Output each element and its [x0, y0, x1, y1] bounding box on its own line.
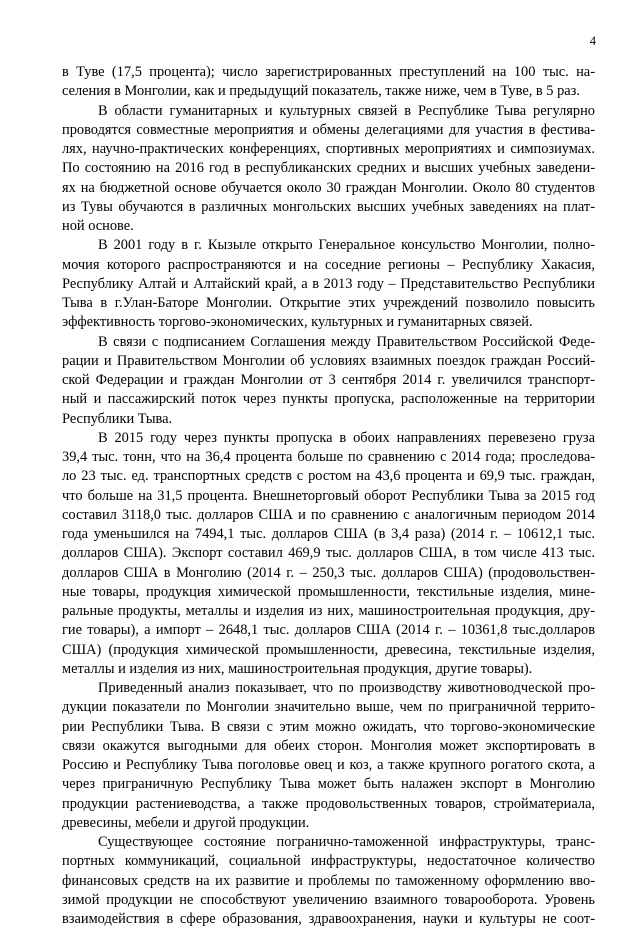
text-line: что больше на 31,5 процента. Внешнеторговый оборот Республики Тыва за 2015 год	[62, 487, 595, 504]
text-line: года уменьшился на 7494,1 тыс. долларов США (в 3,4 раза) (2014 г. – 10612,1 тыс.	[62, 526, 595, 542]
text-line: Приведенный анализ показывает, что по производству животноводческой про-	[98, 680, 595, 696]
text-line: из Тувы обучаются в различных монгольских высших учебных заведениях на плат-	[62, 198, 595, 215]
text-line: 39,4 тыс. тонн, что на 36,4 процента больше по сравнению с 2014 года; проследова-	[62, 449, 595, 465]
text-line: лях, научно-практических конференциях, спортивных мероприятиях и симпозиумах.	[62, 141, 595, 157]
text-line: через приграничную Республику Тыва может быть налажен экспорт в Монголию	[62, 776, 595, 793]
paragraph	[62, 679, 595, 833]
paragraph	[62, 102, 595, 237]
text-line: В 2001 году в г. Кызыле открыто Генеральное консульство Монголии, полно-	[98, 237, 595, 254]
text-line: рации и Правительством Монголии об условиях взаимных поездок граждан Россий-	[62, 352, 595, 369]
text-line: мочия которого распространяются и на соседние регионы – Республику Хакасия,	[62, 256, 595, 273]
text-line: ях на бюджетной основе обучается около 30 граждан Монголии. Около 80 студентов	[62, 179, 595, 196]
text-line: ной основе.	[62, 218, 134, 234]
paragraph	[62, 429, 595, 679]
text-line: связи окажутся выгодными для обеих сторон. Монголия может экспортировать в	[62, 737, 595, 754]
text-line: В области гуманитарных и культурных связей в Республике Тыва регулярно	[98, 102, 595, 119]
text-line: металлы и изделия из них, машиностроительная продукция, другие товары).	[62, 660, 533, 677]
text-line: Существующее состояние погранично-таможенной инфраструктуры, транс-	[98, 834, 595, 850]
text-line: долларов США в Монголию (2014 г. – 250,3 тыс. долларов США) (продовольствен-	[62, 564, 595, 581]
text-line: По состоянию на 2016 год в республиканских средних и высших учебных заведени-	[62, 160, 595, 177]
page-number: 4	[589, 34, 596, 48]
text-line: Россию и Республику Тыва поголовье овец и коз, а также крупного рогатого скота, а	[62, 757, 595, 773]
text-line: США) (продукция химической промышленности, древесина, текстильные изделия,	[62, 641, 595, 658]
text-line: долларов США). Экспорт составил 469,9 тыс. долларов США, в том числе 413 тыс.	[62, 545, 595, 562]
paragraph	[62, 236, 595, 332]
text-line: ный и пассажирский поток через пункты пропуска, расположенные на территории	[62, 391, 595, 408]
document-body	[62, 63, 595, 929]
text-line: проводятся совместные мероприятия и обмены делегациями для участия в фестива-	[62, 121, 595, 138]
text-line: дукции показатели по Монголии значительно выше, чем по приграничной террито-	[62, 699, 595, 716]
text-line: ные товары, продукция химической промышленности, текстильные изделия, мине-	[62, 583, 595, 600]
text-line: древесины, мебели и другой продукции.	[62, 814, 310, 831]
text-line: зимой продукции не способствуют увеличению взаимного товарооборота. Уровень	[62, 891, 595, 908]
text-line: рии Республики Тыва. В связи с этим можно ожидать, что торгово-экономические	[62, 718, 595, 735]
text-line: гие товары), а импорт – 2648,1 тыс. долларов США (2014 г. – 10361,8 тыс.долларов	[62, 622, 595, 639]
paragraph	[62, 333, 595, 429]
text-line: В 2015 году через пункты пропуска в обоих направлениях перевезено груза	[98, 429, 595, 446]
text-line: ральные продукты, металлы и изделия из них, машиностроительная продукция, дру-	[62, 603, 595, 619]
text-line: продукции растениеводства, а также продовольственных товаров, стройматериала,	[62, 795, 595, 812]
text-line: селения в Монголии, как и предыдущий показатель, также ниже, чем в Туве, в 5 раз.	[62, 83, 580, 100]
text-line: взаимодействия в сфере образования, здравоохранения, науки и культуры не соот-	[62, 911, 595, 927]
paragraph	[62, 833, 595, 929]
text-line: портных коммуникаций, социальной инфраструктуры, недостаточное количество	[62, 853, 595, 870]
text-line: ской Федерации и граждан Монголии от 3 сентября 2014 г. увеличился транспорт-	[62, 372, 595, 388]
text-line: финансовых средств на их развитие и проблемы по таможенному оформлению вво-	[62, 872, 595, 889]
text-line: Республики Тыва.	[62, 410, 173, 427]
paragraph	[62, 63, 595, 102]
text-line: в Туве (17,5 процента); число зарегистрированных преступлений на 100 тыс. на-	[62, 64, 595, 80]
text-line: эффективность торгово-экономических, культурных и гуманитарных связей.	[62, 314, 533, 331]
text-line: Республику Алтай и Алтайский край, а в 2013 году – Представительство Республики	[62, 275, 595, 292]
text-line: В связи с подписанием Соглашения между Правительством Российской Феде-	[98, 333, 595, 350]
text-line: ло 23 тыс. ед. транспортных средств с ростом на 43,6 процента и 69,9 тыс. граждан,	[62, 468, 595, 485]
text-line: составил 3118,0 тыс. долларов США и по сравнению с аналогичным периодом 2014	[62, 506, 595, 523]
text-line: Тыва в г.Улан-Баторе Монголии. Открытие этих учреждений позволило повысить	[62, 295, 595, 311]
